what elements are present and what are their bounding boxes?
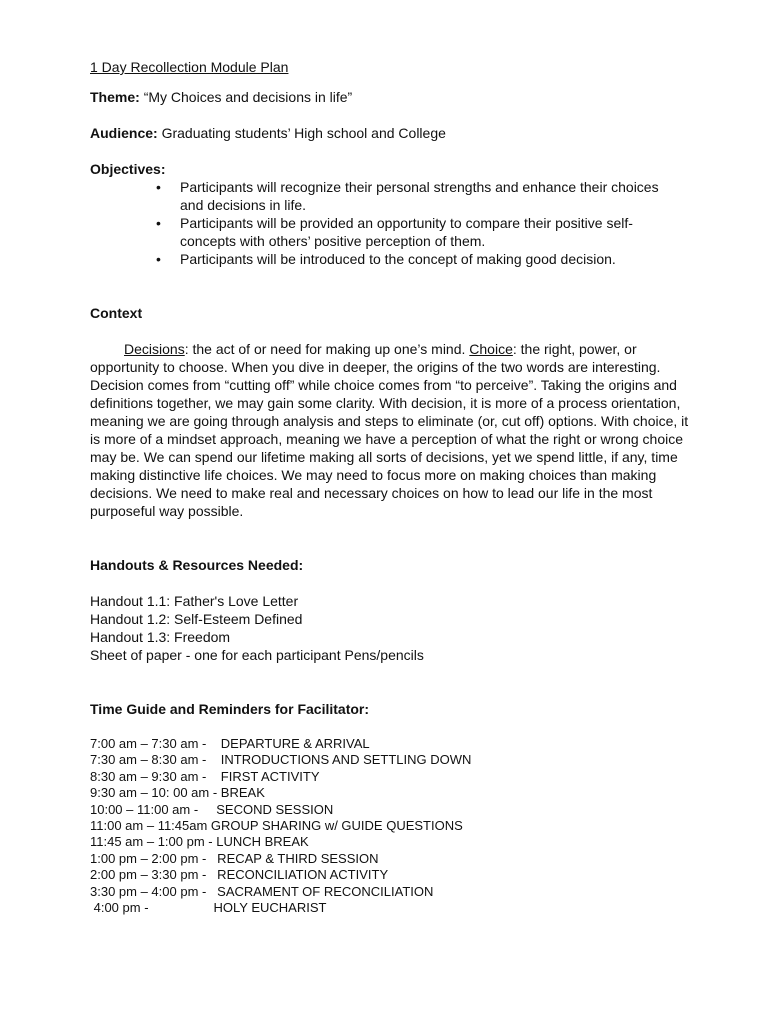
bullet-icon: • [156, 251, 161, 267]
schedule-row: 11:45 am – 1:00 pm - LUNCH BREAK [90, 834, 309, 850]
schedule-row: 7:30 am – 8:30 am - INTRODUCTIONS AND SETTLING DOWN [90, 752, 472, 768]
context-rest: : the right, power, or opportunity to choose. When you dive in deeper, the origins of the two words are interesting. Decision comes from “cutting off” while choice comes from “to perceive”. Taking the origins and definitions together, we may gain some clarity. With decision, it is more of a process orientation, meaning we are going through analysis and steps to eliminate (or, cut off) options. With choice, it is more of a mindset approach, meaning we have a perception of what the right or wrong choice may be. We can spend our lifetime making all sorts of decisions, yet we spend little, if any, time making distinctive life choices. We may need to focus more on making choices than making decisions. We need to make real and necessary choices on how to lead our life in the most purposeful way possible. [90, 341, 689, 519]
document-title: 1 Day Recollection Module Plan [90, 59, 289, 75]
handouts-heading: Handouts & Resources Needed: [90, 557, 304, 573]
bullet-icon: • [156, 215, 161, 231]
handouts-list [90, 592, 690, 664]
theme-value: “My Choices and decisions in life” [143, 89, 353, 105]
theme-label: Theme: [90, 89, 140, 105]
handout-item: Handout 1.2: Self-Esteem Defined [90, 611, 303, 627]
term-choice: Choice [469, 341, 513, 357]
schedule-row: 4:00 pm - HOLY EUCHARIST [90, 900, 327, 916]
schedule-row: 11:00 am – 11:45am GROUP SHARING w/ GUIDE QUESTIONS [90, 818, 463, 834]
objective-item [154, 250, 674, 268]
audience-line [90, 124, 690, 142]
handout-item: Handout 1.1: Father's Love Letter [90, 593, 299, 609]
objective-item [154, 214, 674, 250]
objectives-list [90, 178, 674, 268]
schedule-row: 8:30 am – 9:30 am - FIRST ACTIVITY [90, 768, 320, 784]
objectives-heading: Objectives: [90, 161, 166, 177]
document-page [90, 58, 690, 916]
schedule-row: 1:00 pm – 2:00 pm - RECAP & THIRD SESSION [90, 850, 379, 866]
audience-value: Graduating students’ High school and College [161, 125, 446, 141]
schedule-row: 7:00 am – 7:30 am - DEPARTURE & ARRIVAL [90, 736, 370, 751]
theme-line [90, 88, 690, 106]
context-paragraph [90, 340, 690, 520]
audience-label: Audience: [90, 125, 158, 141]
schedule-row: 9:30 am – 10: 00 am - BREAK [90, 785, 265, 801]
context-heading: Context [90, 305, 143, 321]
objective-item [154, 178, 674, 214]
schedule-list [90, 736, 690, 916]
objective-text: Participants will be provided an opportunity to compare their positive self-concepts with others’ positive perception of them. [180, 215, 633, 249]
schedule-row: 10:00 – 11:00 am - SECOND SESSION [90, 801, 334, 817]
bullet-icon: • [156, 179, 161, 195]
objective-text: Participants will be introduced to the concept of making good decision. [180, 251, 616, 267]
time-guide-heading: Time Guide and Reminders for Facilitator: [90, 701, 370, 717]
handout-item: Handout 1.3: Freedom [90, 629, 231, 645]
handout-item: Sheet of paper - one for each participant Pens/pencils [90, 647, 424, 663]
term-decisions: Decisions [124, 341, 185, 357]
objective-text: Participants will recognize their personal strengths and enhance their choices and decisions in life. [180, 179, 659, 213]
schedule-row: 3:30 pm – 4:00 pm - SACRAMENT OF RECONCILIATION [90, 883, 434, 899]
definition-decisions: : the act of or need for making up one’s mind. [184, 341, 470, 357]
schedule-row: 2:00 pm – 3:30 pm - RECONCILIATION ACTIVITY [90, 867, 389, 883]
